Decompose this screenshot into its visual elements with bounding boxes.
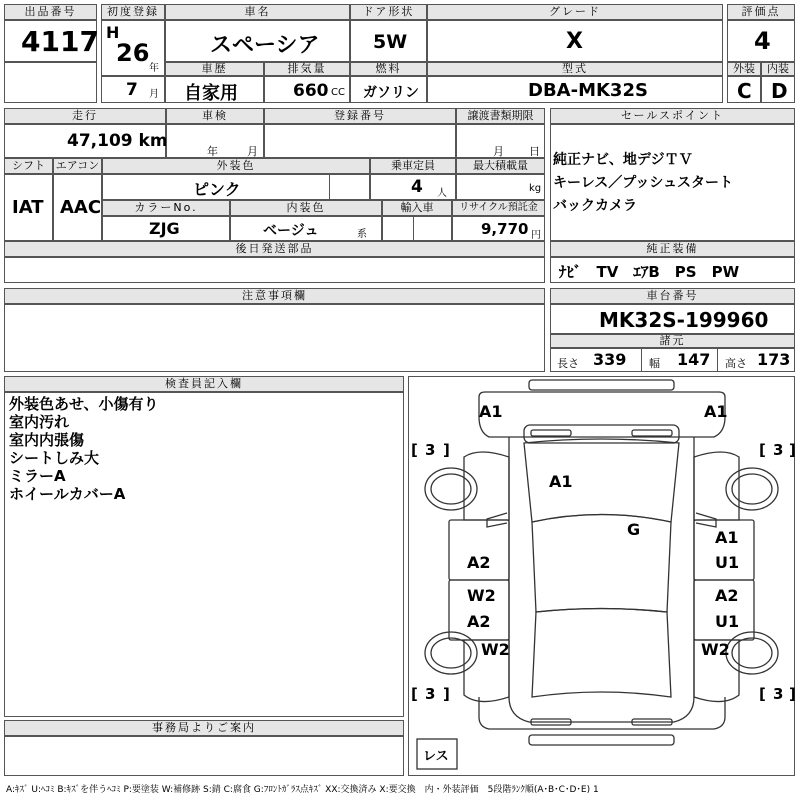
width-label: 幅 bbox=[649, 357, 660, 370]
office-label: 事務局よりご案内 bbox=[4, 720, 404, 736]
tire-bracket: ] bbox=[789, 441, 796, 459]
grade-label: グレード bbox=[427, 4, 723, 20]
shift: IAT bbox=[12, 197, 44, 218]
color-label: 外装色 bbox=[102, 158, 370, 174]
int-grade-box bbox=[761, 76, 795, 103]
sales-point-line: バックカメラ bbox=[553, 198, 637, 214]
doors-label: ドア形状 bbox=[350, 4, 427, 20]
displacement-box bbox=[264, 76, 350, 103]
int-color: ベージュ bbox=[263, 223, 319, 239]
color-no-box bbox=[102, 216, 230, 241]
fuel-box bbox=[350, 76, 427, 103]
width: 147 bbox=[677, 350, 711, 369]
transfer-month-unit: 月 bbox=[493, 145, 504, 158]
damage-hood: A1 bbox=[549, 472, 573, 491]
recycle: 9,770 bbox=[481, 220, 529, 238]
damage-fl-fender: A2 bbox=[467, 553, 491, 572]
load-box bbox=[456, 174, 545, 200]
car-diagram-svg bbox=[409, 377, 794, 775]
tire-bracket: [ bbox=[411, 685, 418, 703]
displacement-label: 排気量 bbox=[264, 62, 350, 76]
spare-tire: レス bbox=[423, 749, 449, 764]
model-box bbox=[427, 76, 723, 103]
first-reg-box bbox=[101, 20, 165, 76]
length-label: 長さ bbox=[557, 357, 579, 370]
doors: 5W bbox=[373, 31, 408, 53]
sales-point-line: 純正ナビ、地デジＴＶ bbox=[553, 152, 693, 168]
damage-left-mid: W2 bbox=[467, 586, 496, 605]
dimensions-label: 諸元 bbox=[550, 334, 795, 348]
color: ピンク bbox=[193, 180, 241, 199]
score: 4 bbox=[754, 27, 771, 55]
ac-box bbox=[53, 174, 102, 241]
recycle-box bbox=[452, 216, 545, 241]
int-color-label: 内装色 bbox=[230, 200, 382, 216]
damage-rl-fender: W2 bbox=[481, 640, 510, 659]
color-no: ZJG bbox=[149, 219, 180, 238]
tire-rr: 3 bbox=[773, 685, 784, 703]
doors-box bbox=[350, 20, 427, 62]
dim-divider bbox=[717, 349, 718, 371]
transfer-day-unit: 日 bbox=[529, 145, 540, 158]
tire-bracket: [ bbox=[759, 441, 766, 459]
import-divider bbox=[413, 217, 414, 240]
damage-front-left: A1 bbox=[479, 402, 503, 421]
month-unit: 月 bbox=[149, 89, 159, 100]
chassis-no: MK32S-199960 bbox=[599, 308, 769, 332]
int-grade-label: 内装 bbox=[761, 62, 795, 76]
height-label: 高さ bbox=[725, 357, 747, 370]
score-label: 評価点 bbox=[727, 4, 795, 20]
inspection-box bbox=[166, 124, 264, 158]
tire-rl: 3 bbox=[425, 685, 436, 703]
reg-no-label: 登録番号 bbox=[264, 108, 456, 124]
inspector-note: 外装色あせ、小傷有り bbox=[9, 395, 159, 413]
displacement: 660 bbox=[293, 81, 329, 101]
int-color-box bbox=[230, 216, 382, 241]
inspector-note: ホイールカバーA bbox=[9, 485, 126, 503]
history: 自家用 bbox=[184, 83, 238, 104]
ext-grade-label: 外装 bbox=[727, 62, 761, 76]
inspector-note: 室内内張傷 bbox=[9, 431, 85, 449]
grade: X bbox=[566, 29, 583, 54]
int-grade: D bbox=[771, 79, 788, 103]
lot-no: 4117 bbox=[21, 25, 99, 58]
office-box bbox=[4, 736, 404, 776]
shift-label: シフト bbox=[4, 158, 53, 174]
reg-month: 7 bbox=[126, 80, 138, 100]
genuine-box bbox=[550, 257, 795, 283]
mileage: 47,109 km bbox=[67, 131, 168, 151]
length: 339 bbox=[593, 350, 627, 369]
first-reg-label: 初度登録 bbox=[101, 4, 165, 20]
grade-box bbox=[427, 20, 723, 62]
inspection-label: 車検 bbox=[166, 108, 264, 124]
transfer-label: 譲渡書類期限 bbox=[456, 108, 545, 124]
ac: AAC bbox=[60, 197, 102, 218]
capacity-box bbox=[370, 174, 456, 200]
damage-rl-door: A2 bbox=[467, 612, 491, 631]
later-parts-label: 後日発送部品 bbox=[4, 241, 545, 257]
damage-fr-door: U1 bbox=[715, 553, 740, 572]
fuel: ガソリン bbox=[363, 85, 419, 101]
ac-label: エアコン bbox=[53, 158, 102, 174]
reg-no-box bbox=[264, 124, 456, 158]
damage-rr-door: A2 bbox=[715, 586, 739, 605]
capacity-label: 乗車定員 bbox=[370, 158, 456, 174]
inspector-note: ミラーA bbox=[9, 467, 66, 485]
dimensions-box bbox=[550, 348, 795, 372]
era: H bbox=[106, 23, 120, 42]
notes-label: 注意事項欄 bbox=[4, 288, 545, 304]
inspection-month-unit: 月 bbox=[247, 145, 258, 158]
car-diagram bbox=[408, 376, 795, 776]
load-label: 最大積載量 bbox=[456, 158, 545, 174]
tire-bracket: ] bbox=[443, 441, 450, 459]
import-label: 輸入車 bbox=[382, 200, 452, 216]
genuine-label: 純正装備 bbox=[550, 241, 795, 257]
genuine-equipment: ﾅﾋﾞ TV ｴｱB PS PW bbox=[559, 263, 740, 281]
mileage-box bbox=[4, 124, 166, 158]
car-name-box bbox=[165, 20, 350, 62]
load-unit: kg bbox=[529, 183, 542, 194]
capacity-unit: 人 bbox=[437, 188, 447, 199]
model: DBA-MK32S bbox=[528, 80, 648, 101]
inspector-note: シートしみ大 bbox=[9, 449, 100, 467]
history-label: 車歴 bbox=[165, 62, 264, 76]
color-divider bbox=[329, 175, 330, 199]
reg-month-box bbox=[101, 76, 165, 103]
transfer-box bbox=[456, 124, 545, 158]
lot-blank-box bbox=[4, 62, 97, 103]
fuel-label: 燃料 bbox=[350, 62, 427, 76]
damage-front-right: A1 bbox=[704, 402, 728, 421]
color-box bbox=[102, 174, 370, 200]
inspector-box bbox=[4, 392, 404, 717]
sales-point-line: キーレス／プッシュスタート bbox=[553, 175, 734, 191]
recycle-unit: 円 bbox=[531, 230, 541, 241]
tire-bracket: [ bbox=[411, 441, 418, 459]
damage-fr-fender: A1 bbox=[715, 528, 739, 547]
damage-rr-fender: W2 bbox=[701, 640, 730, 659]
height: 173 bbox=[757, 350, 791, 369]
dim-divider bbox=[641, 349, 642, 371]
import-box bbox=[382, 216, 452, 241]
sales-point-box bbox=[550, 124, 795, 241]
lot-no-box bbox=[4, 20, 97, 62]
inspection-year-unit: 年 bbox=[207, 145, 218, 158]
damage-roof: G bbox=[627, 520, 641, 539]
cc-unit: CC bbox=[331, 87, 345, 98]
tire-bracket: ] bbox=[789, 685, 796, 703]
later-parts-box bbox=[4, 257, 545, 283]
history-box bbox=[165, 76, 264, 103]
chassis-label: 車台番号 bbox=[550, 288, 795, 304]
reg-year: 26 bbox=[116, 39, 150, 67]
shift-box bbox=[4, 174, 53, 241]
ext-grade: C bbox=[737, 79, 752, 103]
car-name: スペーシア bbox=[210, 33, 320, 58]
int-color-unit: 系 bbox=[357, 229, 367, 240]
inspector-note: 室内汚れ bbox=[9, 413, 70, 431]
year-unit: 年 bbox=[149, 63, 159, 74]
chassis-box bbox=[550, 304, 795, 334]
model-label: 型式 bbox=[427, 62, 723, 76]
car-name-label: 車名 bbox=[165, 4, 350, 20]
tire-bracket: [ bbox=[759, 685, 766, 703]
capacity: 4 bbox=[411, 177, 423, 197]
notes-box bbox=[4, 304, 545, 372]
legend: A:ｷｽﾞ U:ﾍｺﾐ B:ｷｽﾞを伴うﾍｺﾐ P:要塗装 W:補修跡 S:錆 C:腐食 G:ﾌﾛﾝﾄｶﾞﾗｽ点ｷｽﾞ XX:交換済み X:要交換 内・外装評価 5段階ﾗﾝｸ順(A･B･C･D･E) 1 bbox=[6, 785, 599, 795]
tire-fl: 3 bbox=[425, 441, 436, 459]
lot-no-label: 出品番号 bbox=[4, 4, 97, 20]
score-box bbox=[727, 20, 795, 62]
recycle-label: リサイクル預託金 bbox=[452, 200, 545, 216]
color-no-label: カラーNo. bbox=[102, 200, 230, 216]
damage-rr-door2: U1 bbox=[715, 612, 740, 631]
inspector-label: 検査員記入欄 bbox=[4, 376, 404, 392]
mileage-label: 走行 bbox=[4, 108, 166, 124]
tire-fr: 3 bbox=[773, 441, 784, 459]
ext-grade-box bbox=[727, 76, 761, 103]
sales-point-label: セールスポイント bbox=[550, 108, 795, 124]
tire-bracket: ] bbox=[443, 685, 450, 703]
